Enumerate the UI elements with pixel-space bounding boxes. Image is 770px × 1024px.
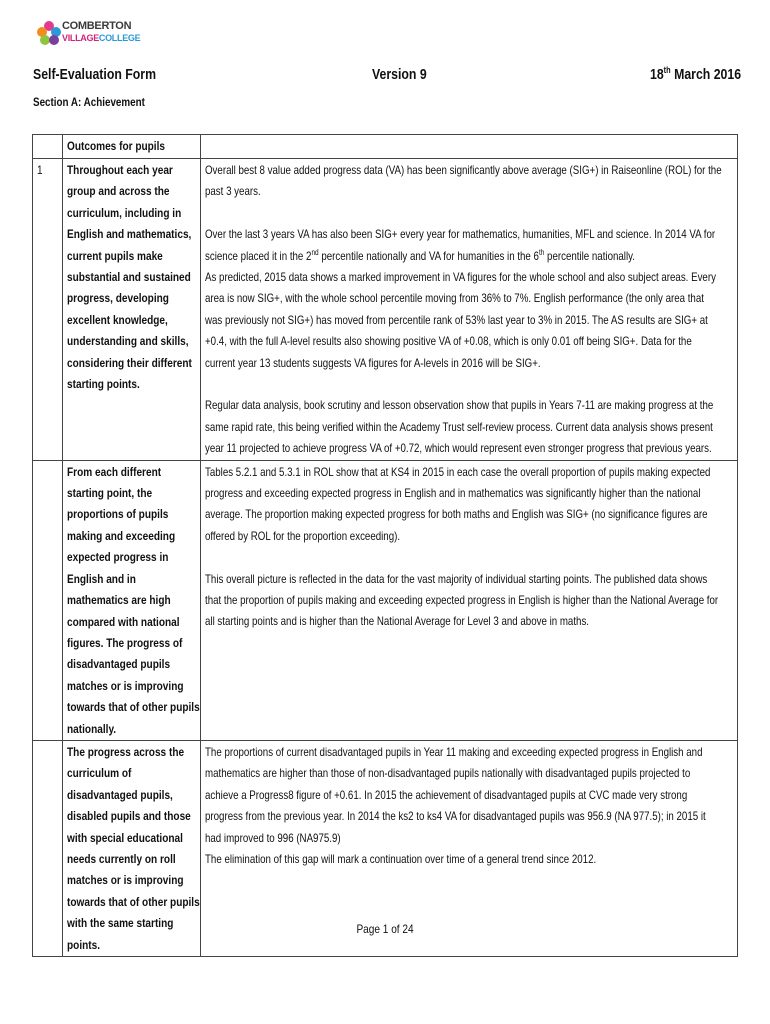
criterion-text: The progress across the curriculum of disadvantaged pupils, disabled pupils and those with special educational needs currently on roll matches or is improving towards that of other pupils with the same starting points. [66, 744, 200, 952]
evidence-text: The proportions of current disadvantaged pupils in Year 11 making and exceeding expected progress in English and mathematics are higher than those of non-disadvantaged pupils nationally with disadvantaged pupils projected to achieve a Progress8 figure of +0.61. In 2015 the achievement of disadvantaged pupils at CVC made very strong progress from the previous year. In 2014 the ks2 to ks4 VA for disadvantaged pupils was 956.9 (NA 977.5); in 2015 it had improved to 996 (NA975.9) The elimination of this gap will mark a continuation over time of a general trend since 2012. [204, 744, 706, 866]
table-heading: Outcomes for pupils [66, 139, 165, 153]
evidence-text: Overall best 8 value added progress data (VA) has been significantly above average (SIG+) in Raiseonline (ROL) for the past 3 years. Over the last 3 years VA has also been SIG+ every year for mathematics, humanities, MFL and science. In 2014 VA for science placed it in the 2nd percentile nationally and VA for humanities in the 6th percentile nationally. As predicted, 2015 data shows a marked improvement in VA figures for the whole school and also subject areas. Every area is now SIG+, with the whole school percentile moving from 36% to 7%. English performance (the only area that was previously not SIG+) has moved from percentile rank of 53% last year to 3% in 2015. The AS results are SIG+ at +0.4, with the full A-level results also showing positive VA of +0.08, which is only 0.01 off being SIG+. Data for the current year 13 students suggests VA figures for A-levels in 2016 will be SIG+. Regular data analysis, book scrutiny and lesson observation show that pupils in Years 7-11 are making progress at the same rapid rate, this being verified within the Academy Trust self-review process. Current data analysis shows present year 11 projected to achieve progress VA of +0.72, which would represent even stronger progress that previous years. [204, 163, 722, 456]
logo-line-1: COMBERTON [62, 20, 132, 32]
section-heading: Section A: Achievement [33, 95, 145, 109]
criterion-text: Throughout each year group and across the curriculum, including in English and mathematics, current pupils make substantial and sustained progress, developing excellent knowledge, understanding and skills, considering their different starting points. [66, 163, 192, 392]
college-logo [34, 14, 141, 50]
page-number: Page 1 of 24 [356, 922, 414, 936]
table-row [33, 460, 738, 740]
table-row [33, 159, 738, 461]
logo-line-2: VILLAGECOLLEGE [62, 33, 141, 43]
version-label: Version 9 [372, 66, 427, 83]
table-heading-row [33, 135, 738, 159]
document-date: 18th March 2016 [650, 65, 742, 83]
flower-logo-icon [34, 18, 64, 48]
outcomes-table [32, 134, 738, 957]
form-title: Self-Evaluation Form [33, 66, 157, 83]
evidence-text: Tables 5.2.1 and 5.3.1 in ROL show that at KS4 in 2015 in each case the overall proportion of pupils making expected progress and exceeding expected progress in English and in mathematics was significantly higher than the national average. The proportion making expected progress for both maths and English was SIG+ (no significance figures are offered by ROL for the proportion exceeding). This overall picture is reflected in the data for the vast majority of individual starting points. The published data shows that the proportion of pupils making and exceeding expected progress in English is higher than the National Average for all starting points and is higher than the National Average for Level 3 and above in maths. [204, 464, 718, 629]
row-number: 1 [37, 163, 43, 177]
criterion-text: From each different starting point, the proportions of pupils making and exceeding expected progress in English and in mathematics are high compared with national figures. The progress of disadvantaged pupils matches or is improving towards that of other pupils nationally. [66, 464, 200, 736]
